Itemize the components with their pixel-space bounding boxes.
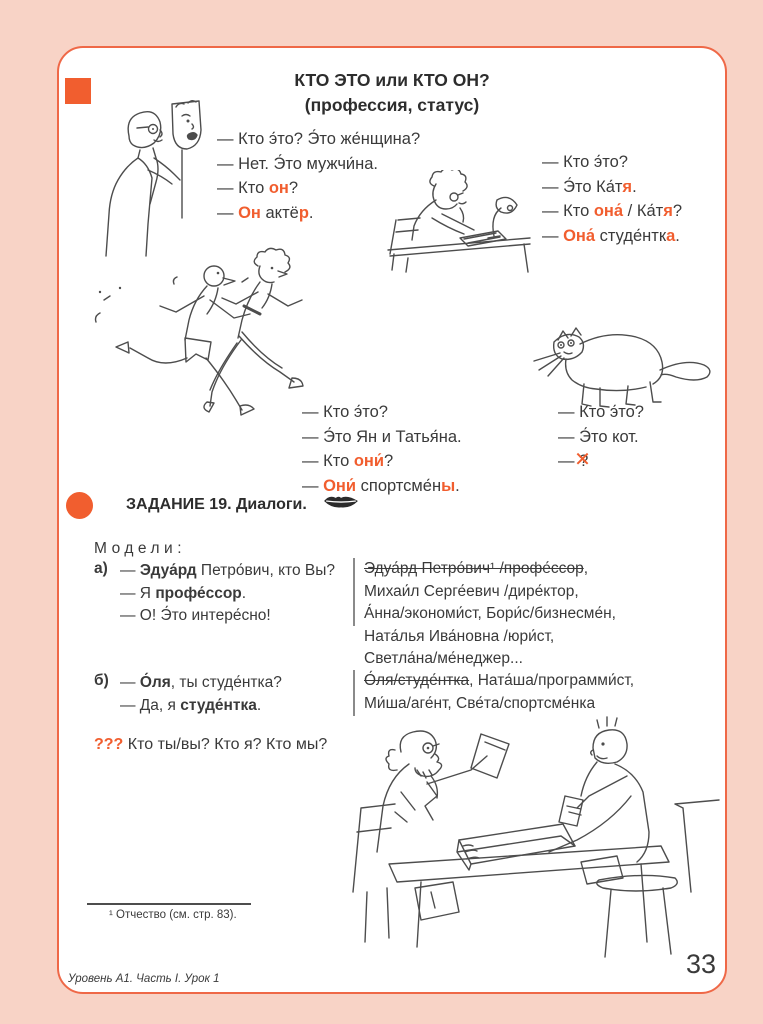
- model-line: — О́ля, ты студе́нтка?: [120, 674, 282, 691]
- task-bullet-icon: [66, 492, 93, 519]
- dialogue-line: — Э́то Ка́тя.: [542, 177, 637, 196]
- dialogue-line: — Кто э́то?: [558, 403, 644, 421]
- dialogue-line: — Она́ студе́нтка.: [542, 226, 680, 245]
- dialogue-cat: [558, 400, 644, 474]
- model-b-marker: б): [94, 672, 109, 689]
- column-divider: [353, 558, 355, 626]
- dialogue-line: — Э́то Ян и Татья́на.: [302, 427, 462, 446]
- model-b-left-column: [120, 672, 282, 717]
- actor-mask-illustration: [96, 94, 210, 264]
- dialogue-line: — Кто они́?: [302, 452, 394, 470]
- model-line: — О! Э́то интере́сно!: [120, 607, 271, 624]
- dialogue-line: — Кто э́то?: [542, 153, 628, 171]
- model-line: Эдуа́рд Петро́вич¹ /профе́ссор,: [364, 560, 589, 577]
- dialogue-line: — Кто э́то?: [302, 403, 388, 421]
- dialogue-line: — Кто она́ / Ка́тя?: [542, 202, 683, 220]
- footnote: ¹ Отчество (см. стр. 83).: [109, 909, 237, 921]
- dialogue-line: — Он актёр.: [217, 203, 314, 222]
- page-number: 33: [686, 949, 717, 979]
- model-line: Светла́на/ме́неджер...: [364, 650, 523, 667]
- dialogue-student: [542, 150, 682, 248]
- dialogue-actor: [217, 127, 420, 225]
- models-label: Модели:: [94, 540, 187, 557]
- model-line: Михаи́л Серге́евич /дире́ктор,: [364, 582, 579, 600]
- footnote-rule: [87, 903, 251, 905]
- dialogue-sportsmen: [302, 400, 462, 498]
- model-a-right-column: [364, 558, 616, 671]
- lips-icon: [323, 491, 359, 511]
- model-line: — Я профе́ссор.: [120, 584, 247, 602]
- page-card: [57, 46, 727, 994]
- dialogue-line: — Кто э́то? Э́то же́нщина?: [217, 130, 421, 148]
- task-title: ЗАДАНИЕ 19. Диалоги.: [126, 496, 307, 513]
- title-line-1: КТО ЭТО или КТО ОН?: [294, 70, 490, 90]
- dialogue-line: — Нет. Э́то мужчи́на.: [217, 154, 379, 173]
- model-line: — Да, я студе́нтка.: [120, 696, 262, 714]
- runners-illustration: [90, 244, 314, 420]
- model-line: — Эдуа́рд Петро́вич, кто Вы?: [120, 562, 336, 579]
- dialogue-line: — Э́то кот.: [558, 427, 639, 446]
- model-b-right-column: [364, 670, 634, 715]
- model-a-marker: а): [94, 560, 108, 577]
- model-line: О́ля/студе́нтка, Ната́ша/программи́ст,: [364, 672, 635, 689]
- model-a-left-column: [120, 560, 335, 628]
- two-men-talking-illustration: [331, 712, 725, 962]
- model-line: А́нна/экономи́ст, Бори́с/бизнесме́н,: [364, 605, 616, 622]
- dialogue-line: — ? ✕: [558, 449, 644, 474]
- page-title: [59, 68, 725, 118]
- model-line: Ната́лья Ива́новна /юри́ст,: [364, 627, 555, 645]
- title-line-2: (профессия, статус): [304, 95, 480, 115]
- footer-caption: Уровень А1. Часть I. Урок 1: [68, 973, 220, 985]
- column-divider: [353, 670, 355, 716]
- model-line: Ми́ша/аге́нт, Све́та/спортсме́нка: [364, 694, 596, 712]
- dialogue-line: — Кто он?: [217, 179, 299, 197]
- dialogue-line: — Они́ спортсме́ны.: [302, 476, 460, 495]
- question-prompt: ??? Кто ты/вы? Кто я? Кто мы?: [94, 736, 328, 753]
